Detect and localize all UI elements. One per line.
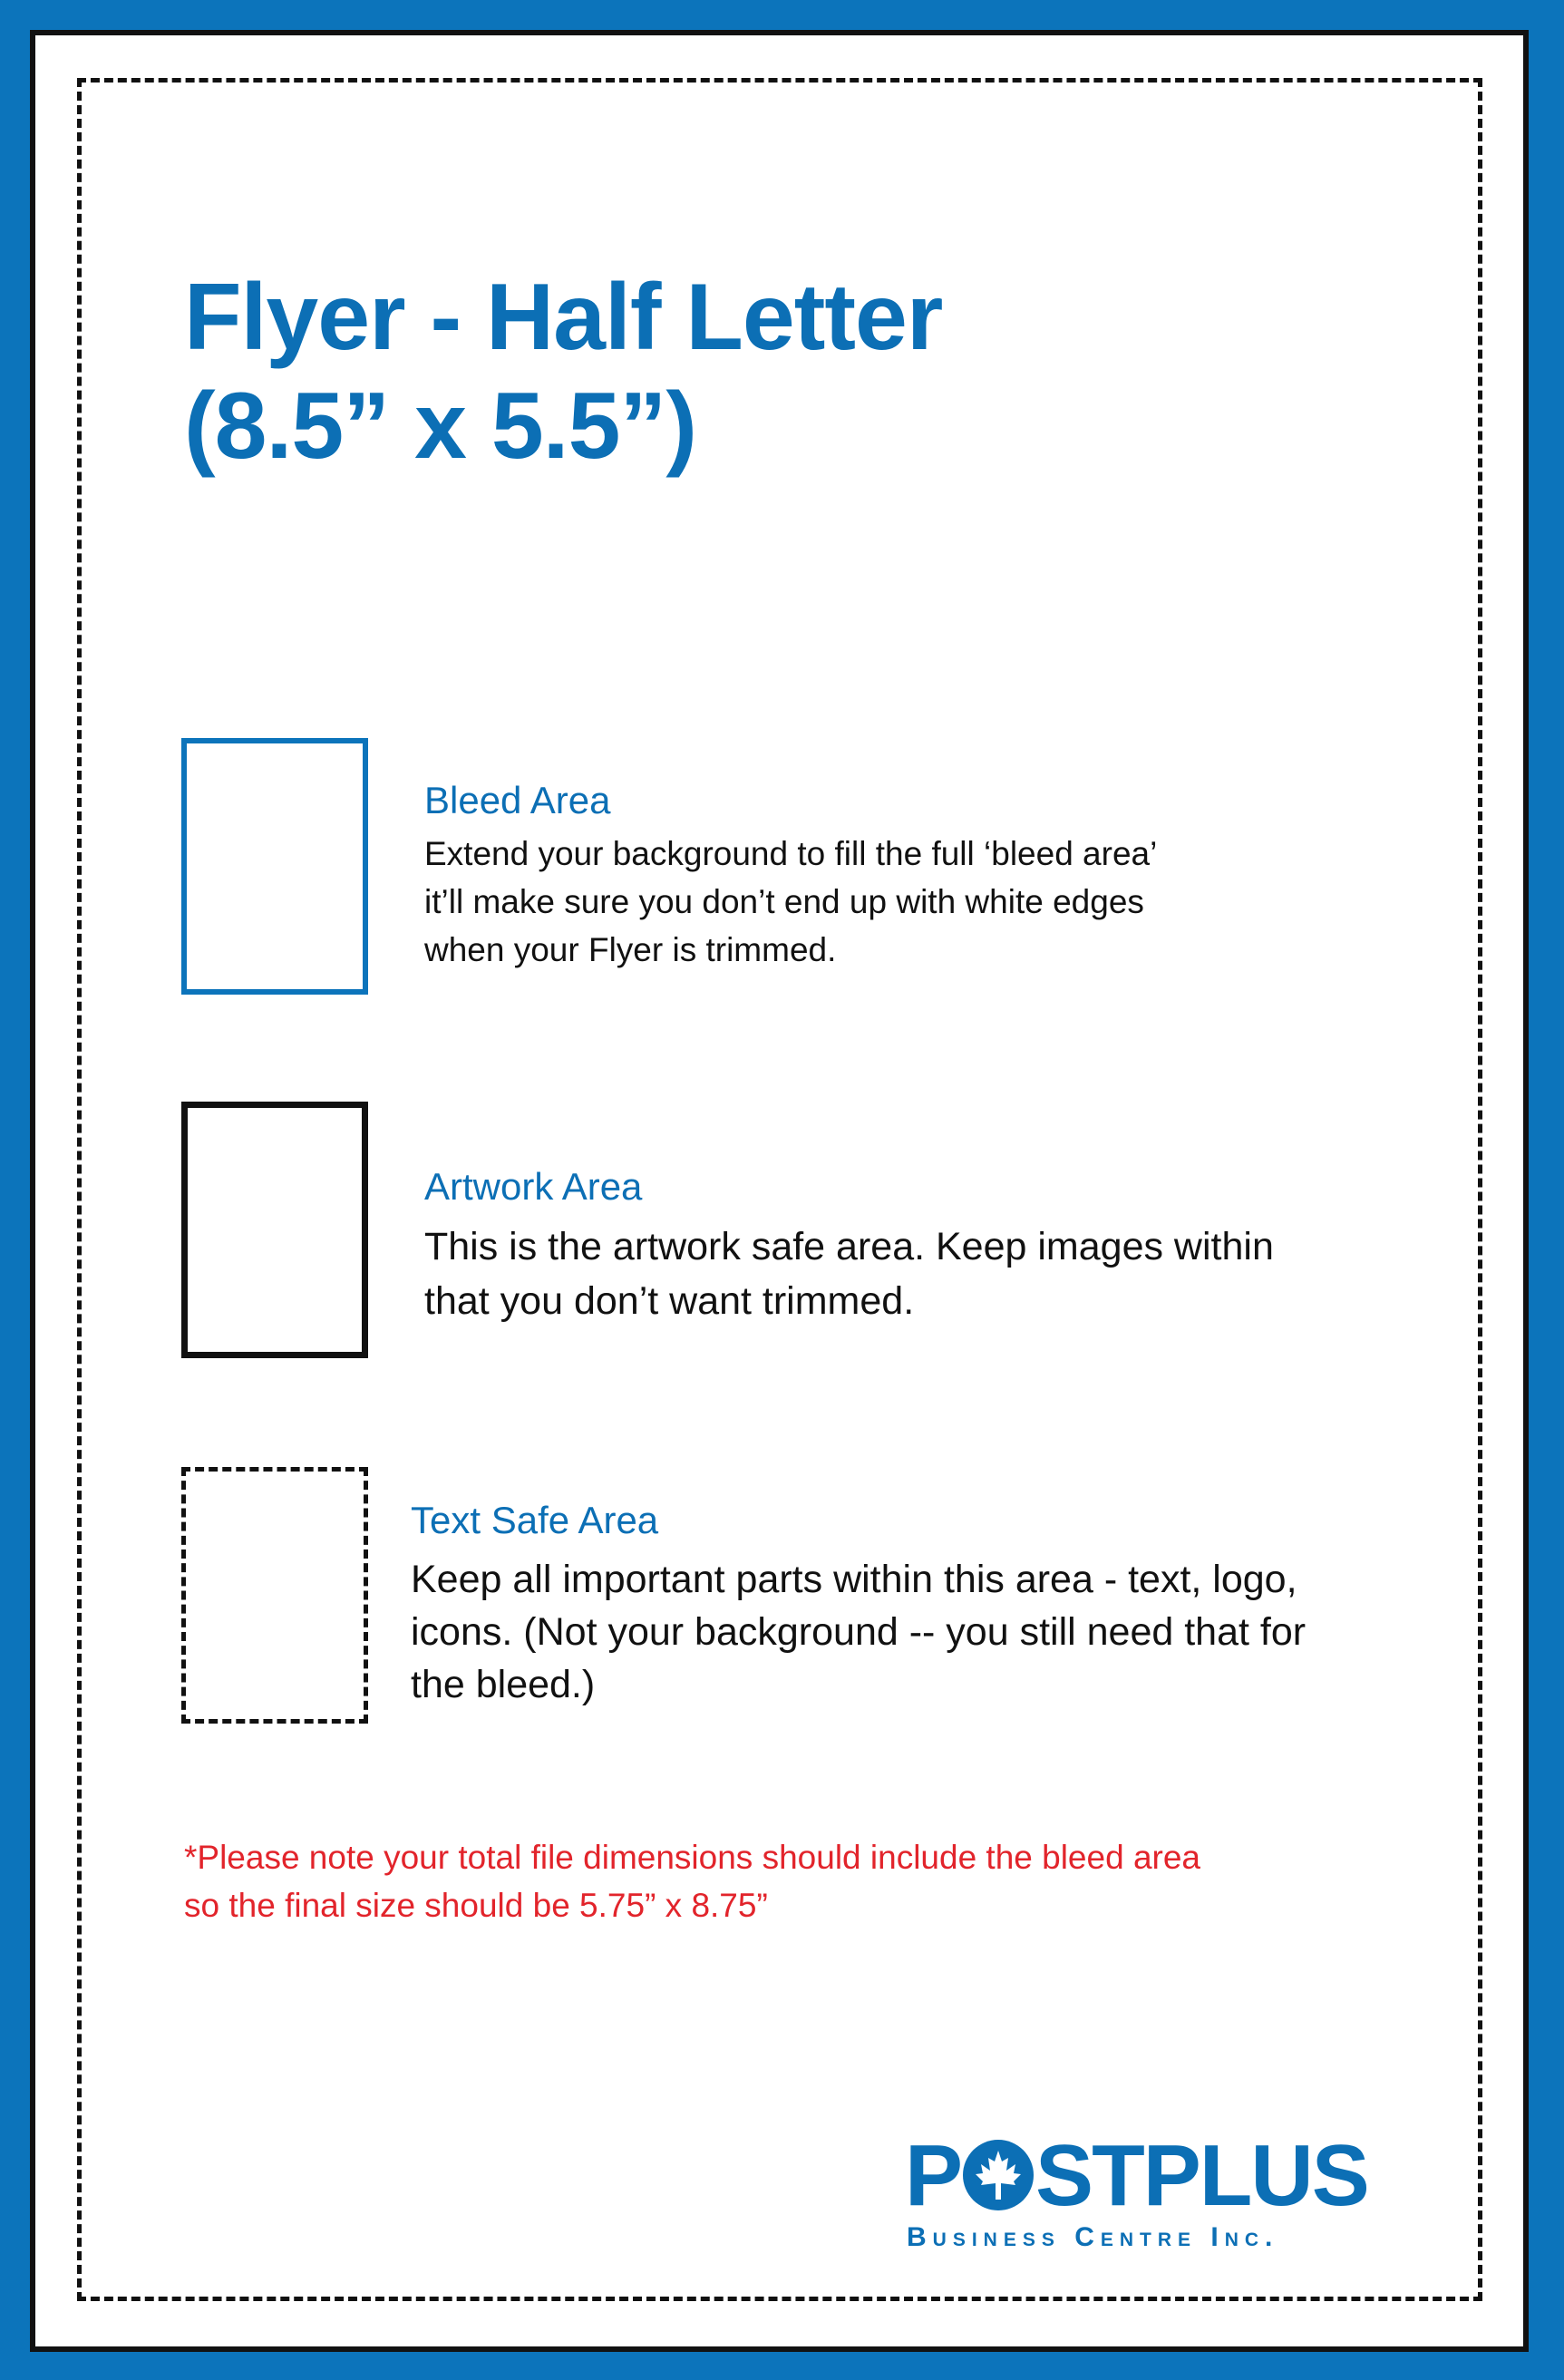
text-safe-area-swatch <box>181 1467 368 1724</box>
bleed-line-2: it’ll make sure you don’t end up with white edges <box>424 883 1144 920</box>
bleed-area-swatch <box>181 738 368 995</box>
logo-subtitle: Business Centre Inc. <box>907 2222 1279 2252</box>
text-safe-area-heading: Text Safe Area <box>411 1499 659 1541</box>
note-line-1: *Please note your total file dimensions should include the bleed area <box>184 1839 1201 1876</box>
artwork-line-1: This is the artwork safe area. Keep images within <box>424 1225 1274 1268</box>
logo-part-2: ST <box>1035 2127 1143 2224</box>
bleed-line-1: Extend your background to fill the full ‘bleed area’ <box>424 835 1158 872</box>
note-line-2: so the final size should be 5.75” x 8.75” <box>184 1887 768 1924</box>
artwork-area-swatch <box>181 1102 368 1358</box>
bleed-note <box>184 1833 1363 1929</box>
text-safe-line-2: icons. (Not your background -- you still need that for <box>411 1610 1307 1654</box>
text-safe-area-description <box>411 1553 1408 1711</box>
text-safe-line-1: Keep all important parts within this area - text, logo, <box>411 1558 1297 1601</box>
bleed-area-description <box>424 830 1385 974</box>
bleed-line-3: when your Flyer is trimmed. <box>424 931 837 968</box>
bleed-area-heading: Bleed Area <box>424 779 611 821</box>
text-safe-line-3: the bleed.) <box>411 1663 596 1706</box>
page-title <box>184 263 1363 481</box>
artwork-line-2: that you don’t want trimmed. <box>424 1279 915 1323</box>
title-line-2: (8.5” x 5.5”) <box>184 374 697 479</box>
logo-wordmark <box>905 2127 1449 2224</box>
maple-leaf-icon <box>963 2140 1034 2210</box>
artwork-area-heading: Artwork Area <box>424 1165 643 1208</box>
logo-part-3: PLUS <box>1142 2127 1368 2224</box>
artwork-area-description <box>424 1219 1385 1328</box>
title-line-1: Flyer - Half Letter <box>184 265 943 370</box>
logo-part-1: P <box>905 2127 962 2224</box>
postplus-logo <box>905 2127 1449 2253</box>
